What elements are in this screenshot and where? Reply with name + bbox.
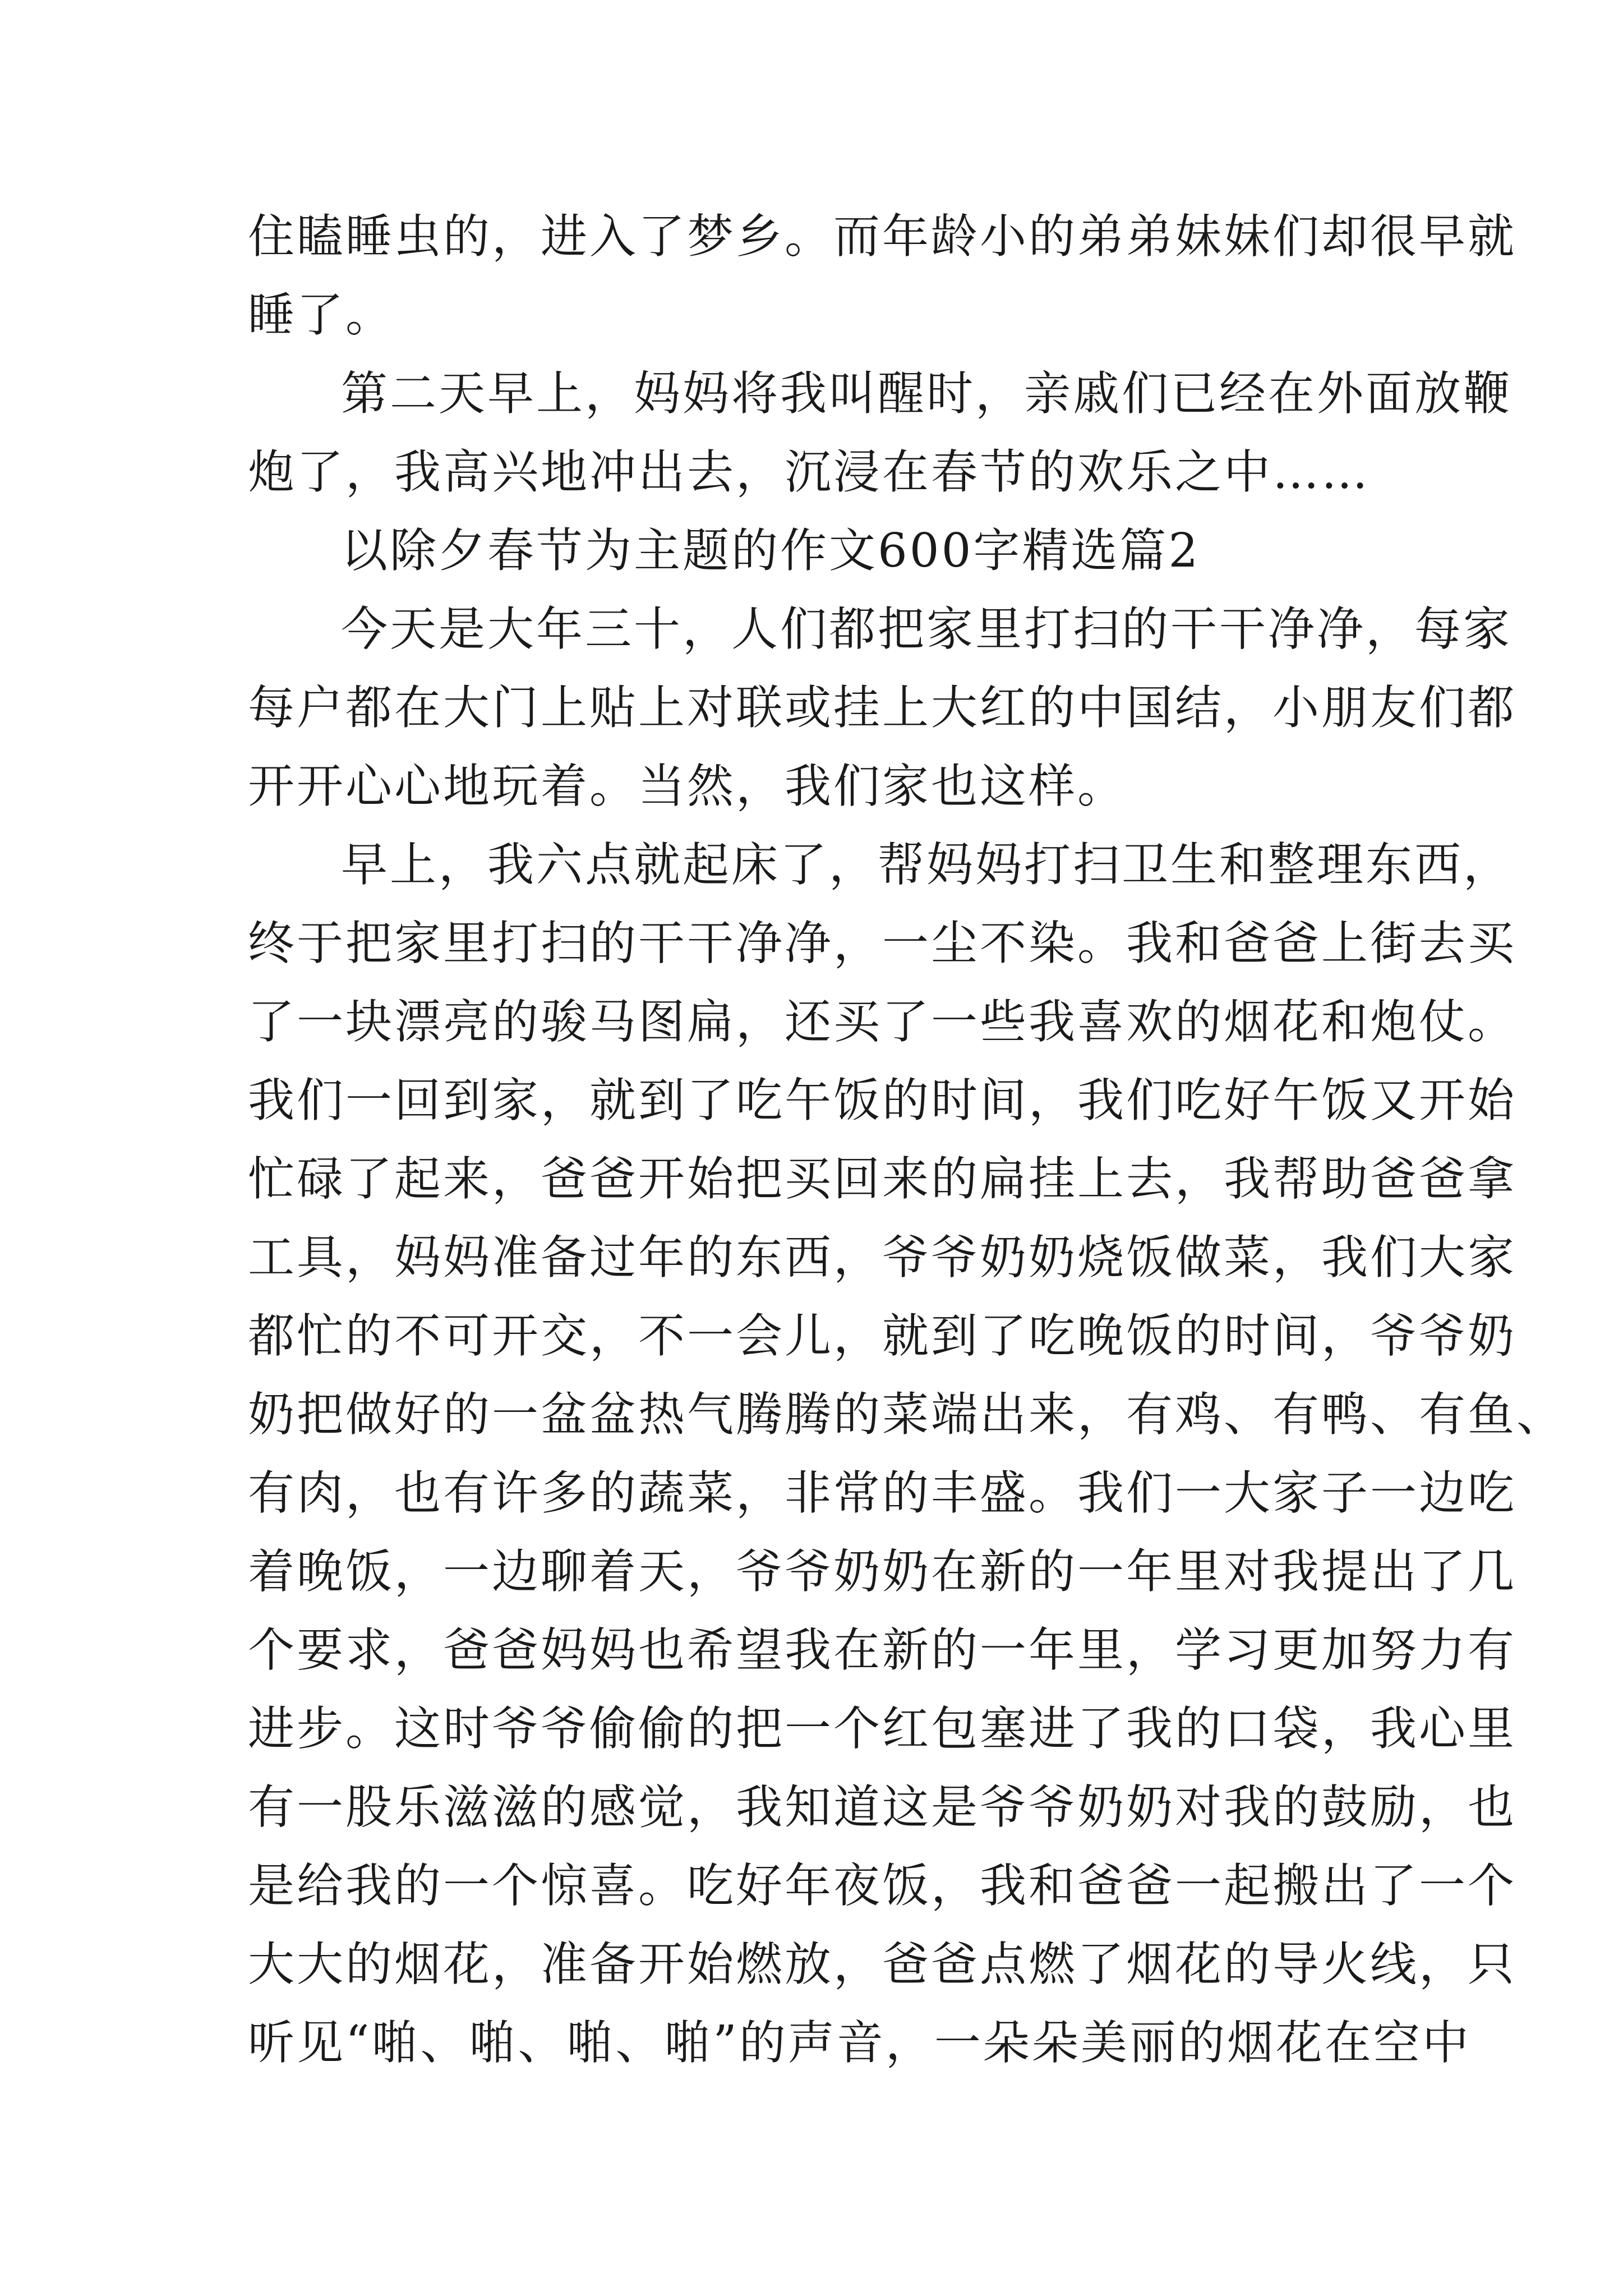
text-line: 听见“啪、啪、啪、啪”的声音，一朵朵美丽的烟花在空中 bbox=[248, 2016, 1471, 2070]
text-line: 住瞌睡虫的，进入了梦乡。而年龄小的弟弟妹妹们却很早就 bbox=[248, 209, 1516, 264]
text-line: 开开心心地玩着。当然，我们家也这样。 bbox=[248, 759, 1126, 813]
text-line: 我们一回到家，就到了吃午饭的时间，我们吃好午饭又开始 bbox=[248, 1073, 1516, 1128]
text-line: 都忙的不可开交，不一会儿，就到了吃晚饭的时间，爷爷奶 bbox=[248, 1309, 1516, 1363]
text-line: 大大的烟花，准备开始燃放，爸爸点燃了烟花的导火线，只 bbox=[248, 1937, 1516, 1991]
text-line: 每户都在大门上贴上对联或挂上大红的中国结，小朋友们都 bbox=[248, 680, 1516, 735]
text-line: 忙碌了起来，爸爸开始把买回来的扁挂上去，我帮助爸爸拿 bbox=[248, 1152, 1516, 1206]
text-line: 着晚饭，一边聊着天，爷爷奶奶在新的一年里对我提出了几 bbox=[248, 1544, 1516, 1599]
text-line: 有一股乐滋滋的感觉，我知道这是爷爷奶奶对我的鼓励，也 bbox=[248, 1780, 1516, 1834]
text-line: 第二天早上，妈妈将我叫醒时，亲戚们已经在外面放鞭 bbox=[341, 366, 1512, 421]
text-line: 工具，妈妈准备过年的东西，爷爷奶奶烧饭做菜，我们大家 bbox=[248, 1230, 1516, 1285]
text-line: 早上，我六点就起床了，帮妈妈打扫卫生和整理东西， bbox=[341, 838, 1512, 892]
section-heading: 以除夕春节为主题的作文600字精选篇2 bbox=[341, 523, 1201, 578]
text-line: 睡了。 bbox=[248, 288, 394, 342]
text-line: 是给我的一个惊喜。吃好年夜饭，我和爸爸一起搬出了一个 bbox=[248, 1858, 1516, 1913]
text-line: 终于把家里打扫的干干净净，一尘不染。我和爸爸上街去买 bbox=[248, 916, 1516, 970]
text-line: 炮了，我高兴地冲出去，沉浸在春节的欢乐之中…… bbox=[248, 445, 1370, 499]
text-line: 了一块漂亮的骏马图扁，还买了一些我喜欢的烟花和炮仗。 bbox=[248, 995, 1516, 1049]
text-line: 个要求，爸爸妈妈也希望我在新的一年里，学习更加努力有 bbox=[248, 1623, 1516, 1677]
text-line: 今天是大年三十，人们都把家里打扫的干干净净，每家 bbox=[341, 602, 1512, 656]
text-line: 奶把做好的一盆盆热气腾腾的菜端出来，有鸡、有鸭、有鱼、 bbox=[248, 1387, 1565, 1442]
document-body bbox=[248, 197, 1565, 2082]
text-line: 进步。这时爷爷偷偷的把一个红包塞进了我的口袋，我心里 bbox=[248, 1701, 1516, 1756]
text-line: 有肉，也有许多的蔬菜，非常的丰盛。我们一大家子一边吃 bbox=[248, 1466, 1516, 1520]
